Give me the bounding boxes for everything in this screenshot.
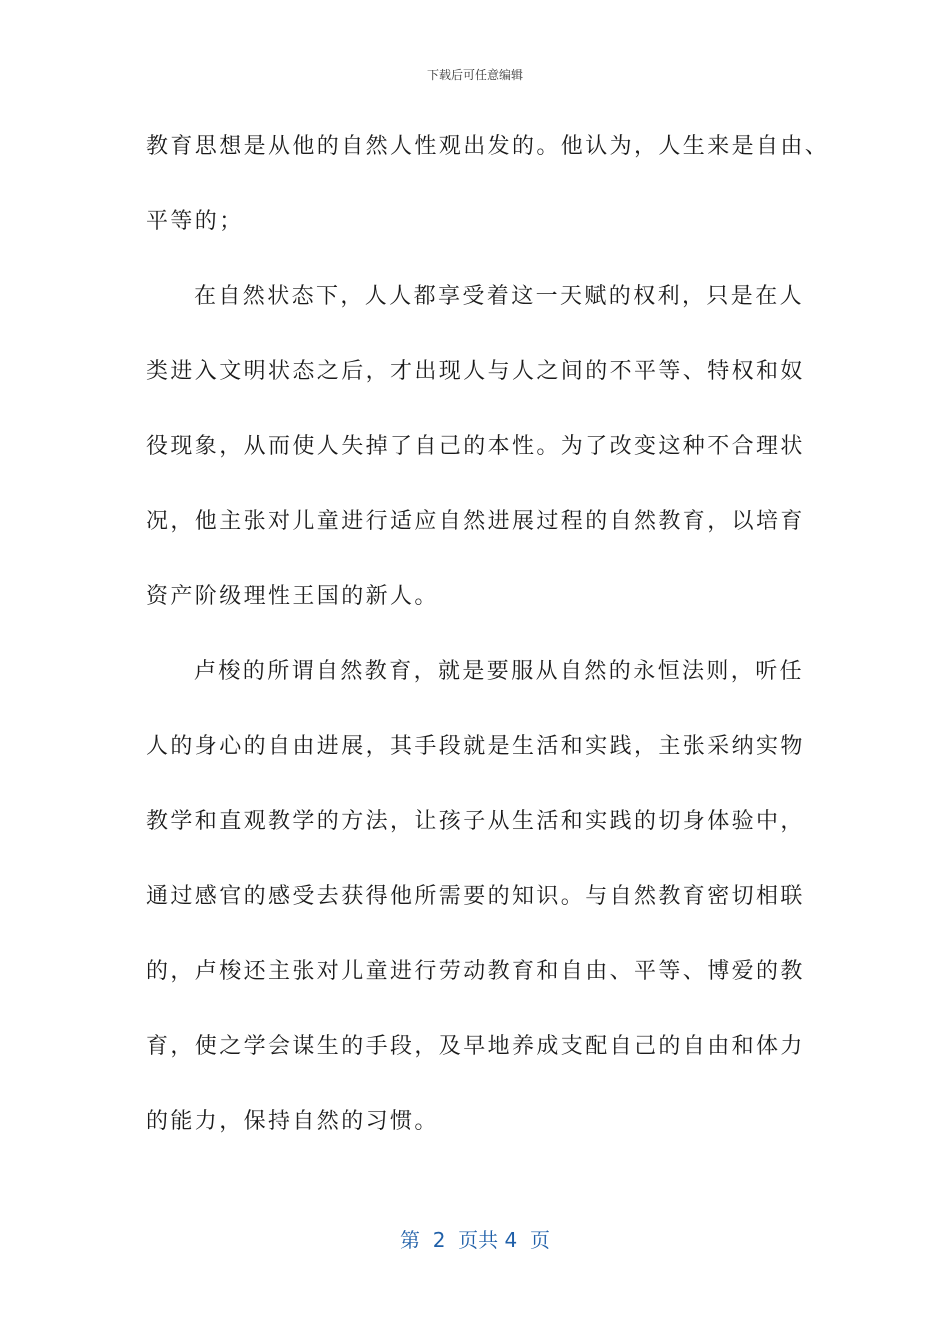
text-line: 教学和直观教学的方法，让孩子从生活和实践的切身体验中， — [146, 809, 805, 834]
page-header: 下载后可任意编辑 — [426, 68, 523, 82]
page-footer: 第 2 页共 4 页 — [400, 1228, 550, 1252]
text-line: 人的身心的自由进展，其手段就是生活和实践，主张采纳实物 — [146, 734, 805, 759]
text-line: 的能力，保持自然的习惯。 — [146, 1109, 439, 1134]
text-line: 通过感官的感受去获得他所需要的知识。与自然教育密切相联 — [146, 884, 805, 909]
text-line: 资产阶级理性王国的新人。 — [146, 584, 439, 609]
text-line: 的，卢梭还主张对儿童进行劳动教育和自由、平等、博爱的教 — [146, 959, 805, 984]
text-line: 平等的； — [146, 209, 244, 234]
document-body — [146, 109, 830, 1159]
text-line: 育，使之学会谋生的手段，及早地养成支配自己的自由和体力 — [146, 1034, 805, 1059]
paragraph-start-line: 卢梭的所谓自然教育，就是要服从自然的永恒法则，听任 — [194, 659, 805, 684]
text-line: 况，他主张对儿童进行适应自然进展过程的自然教育，以培育 — [146, 509, 805, 534]
text-line: 教育思想是从他的自然人性观出发的。他认为，人生来是自由、 — [146, 134, 830, 159]
text-line: 类进入文明状态之后，才出现人与人之间的不平等、特权和奴 — [146, 359, 805, 384]
paragraph-start-line: 在自然状态下，人人都享受着这一天赋的权利，只是在人 — [194, 284, 805, 309]
text-line: 役现象，从而使人失掉了自己的本性。为了改变这种不合理状 — [146, 434, 805, 459]
